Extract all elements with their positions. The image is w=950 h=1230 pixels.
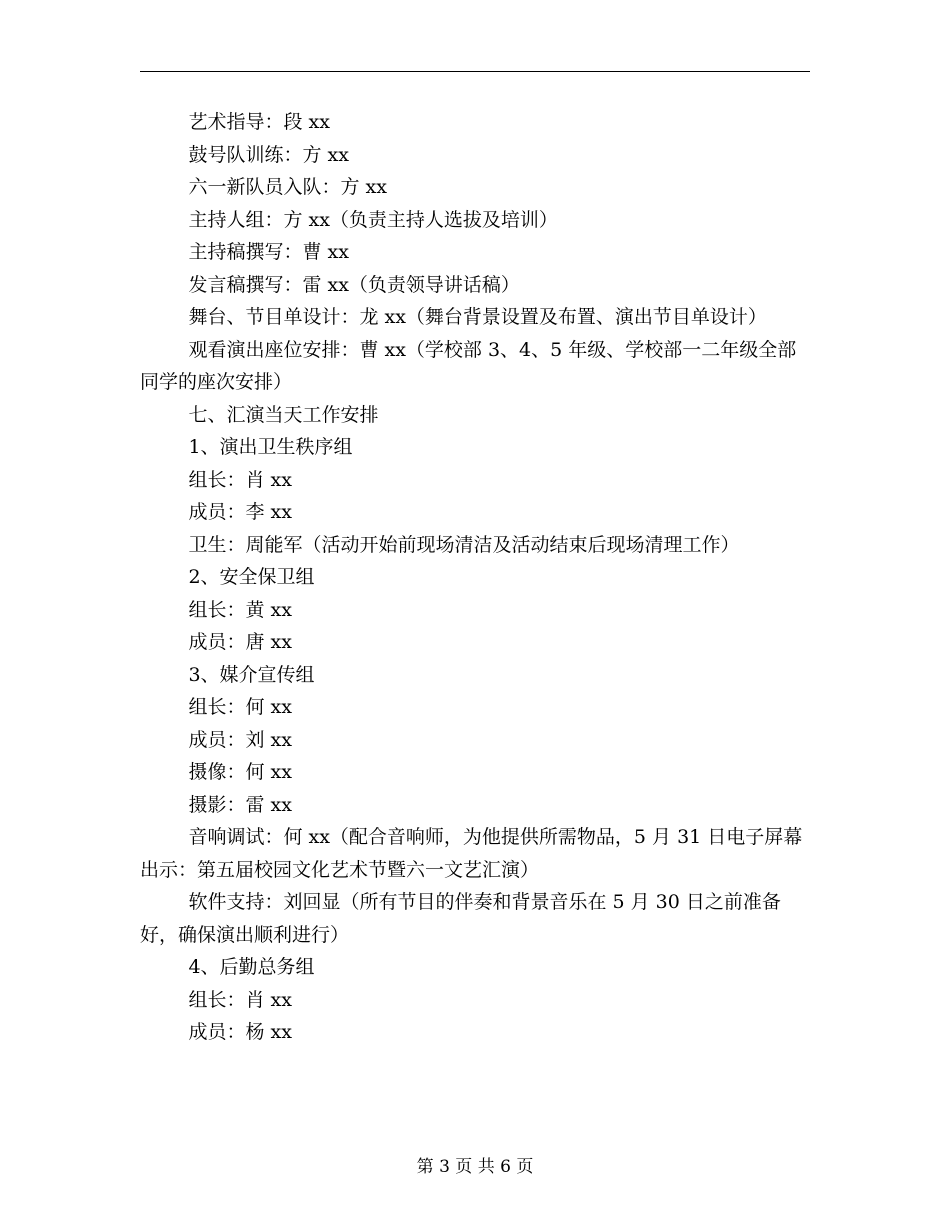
- section-heading: 七、汇演当天工作安排: [188, 403, 379, 426]
- paragraph: 艺术指导：段 xx: [188, 111, 330, 133]
- paragraph: 成员：李 xx: [188, 501, 292, 523]
- subsection-heading: 2、安全保卫组: [188, 566, 315, 588]
- paragraph: 音响调试：何 xx（配合音响师，为他提供所需物品，5 月 31 日电子屏幕出示：第五届校园文化艺术节暨六一文艺汇演）: [140, 826, 803, 881]
- paragraph: 组长：黄 xx: [188, 598, 292, 621]
- paragraph: 卫生：周能军（活动开始前现场清洁及活动结束后现场清理工作）: [188, 533, 740, 556]
- paragraph: 成员：杨 xx: [188, 1021, 292, 1043]
- subsection-heading: 1、演出卫生秩序组: [188, 436, 353, 458]
- paragraph: 组长：何 xx: [188, 696, 292, 718]
- subsection-heading: 3、媒介宣传组: [188, 663, 315, 686]
- paragraph: 观看演出座位安排：曹 xx（学校部 3、4、5 年级、学校部一二年级全部同学的座次安排）: [140, 338, 797, 393]
- paragraph: 组长：肖 xx: [188, 988, 292, 1011]
- paragraph: 舞台、节目单设计：龙 xx（舞台背景设置及布置、演出节目单设计）: [188, 306, 767, 328]
- header-rule: [140, 71, 810, 72]
- paragraph: 鼓号队训练：方 xx: [188, 143, 349, 166]
- paragraph: 主持稿撰写：曹 xx: [188, 241, 349, 263]
- paragraph: 成员：唐 xx: [188, 631, 292, 653]
- paragraph: 发言稿撰写：雷 xx（负责领导讲话稿）: [188, 273, 520, 296]
- paragraph: 摄影：雷 xx: [188, 793, 292, 816]
- document-body: [140, 106, 810, 1049]
- paragraph: 六一新队员入队：方 xx: [188, 176, 387, 198]
- paragraph: 成员：刘 xx: [188, 728, 292, 751]
- page-number-footer: 第 3 页 共 6 页: [416, 1157, 534, 1177]
- paragraph: 摄像：何 xx: [188, 761, 292, 783]
- paragraph: 主持人组：方 xx（负责主持人选拔及培训）: [188, 208, 558, 231]
- paragraph: 组长：肖 xx: [188, 468, 292, 491]
- paragraph: 软件支持：刘回显（所有节目的伴奏和背景音乐在 5 月 30 日之前准备好，确保演出顺利进行）: [140, 891, 781, 946]
- subsection-heading: 4、后勤总务组: [188, 956, 315, 978]
